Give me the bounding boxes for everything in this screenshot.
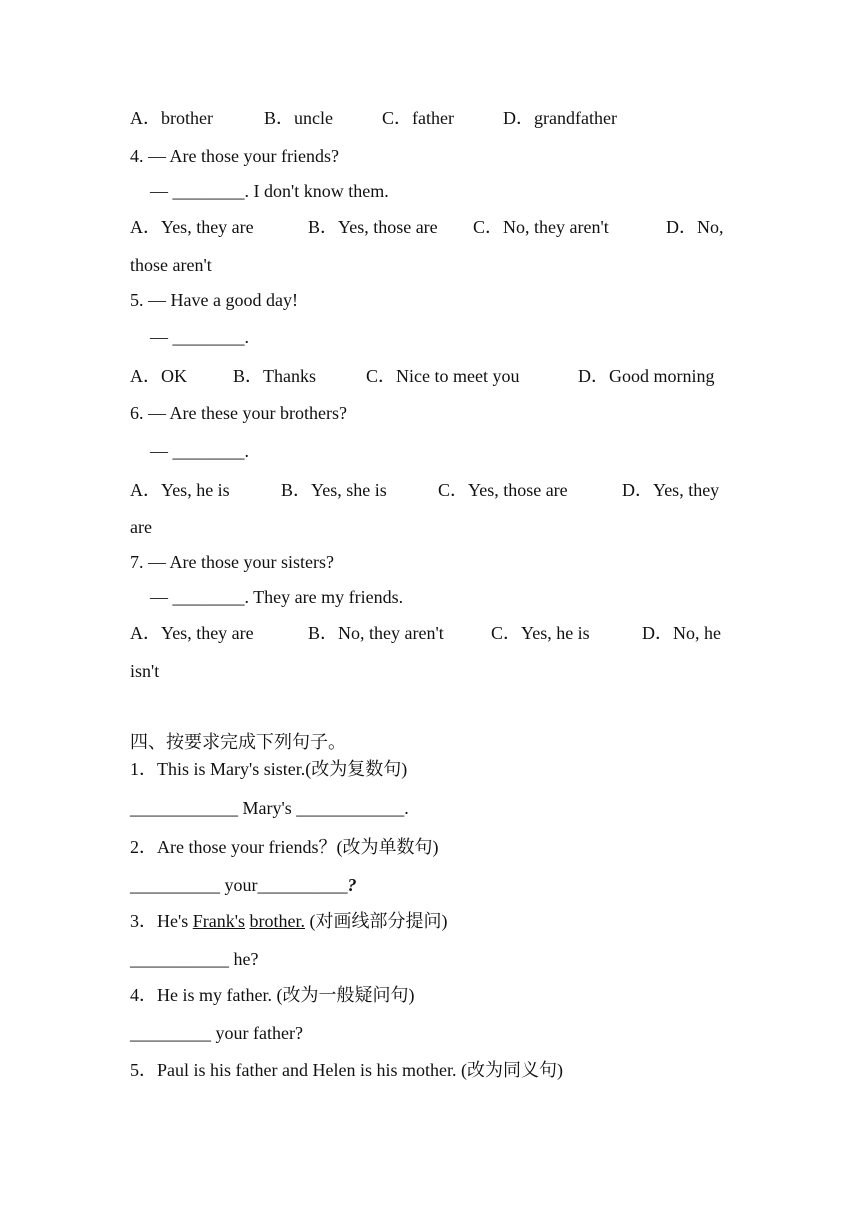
q3-option-b: B．uncle <box>264 108 333 128</box>
q6-option-wrap: are <box>130 517 152 537</box>
q7-question: 7. — Are those your sisters? <box>130 552 334 572</box>
s4-item3-underlined-2: brother. <box>249 911 305 931</box>
s4-item3-blank: ___________ he? <box>130 949 259 969</box>
q7-options <box>130 622 730 644</box>
s4-item3-prompt-pre: 3．He's <box>130 911 193 931</box>
q4-option-a: A．Yes, they are <box>130 217 254 237</box>
q5-question: 5. — Have a good day! <box>130 290 298 310</box>
s4-item4-blank: _________ your father? <box>130 1023 303 1043</box>
s4-item2-question-mark: ? <box>347 875 357 895</box>
q6-option-b: B．Yes, she is <box>281 480 387 500</box>
s4-item3-underlined-1: Frank's <box>192 911 245 931</box>
q7-answer: — ________. They are my friends. <box>150 587 404 607</box>
q5-option-c: C．Nice to meet you <box>366 366 520 386</box>
s4-item2-blank <box>130 874 357 896</box>
q4-answer: — ________. I don't know them. <box>150 181 389 201</box>
q3-option-c: C．father <box>382 108 454 128</box>
s4-item1-prompt: 1．This is Mary's sister.(改为复数句) <box>130 759 408 779</box>
q6-option-a: A．Yes, he is <box>130 480 230 500</box>
q4-option-b: B．Yes, those are <box>308 217 438 237</box>
q4-options <box>130 216 730 238</box>
q4-question: 4. — Are those your friends? <box>130 146 339 166</box>
section4-heading: 四、按要求完成下列句子。 <box>130 732 346 752</box>
s4-item5-prompt: 5．Paul is his father and Helen is his mother. (改为同义句) <box>130 1060 563 1080</box>
s4-item1-blank: ____________ Mary's ____________. <box>130 798 409 818</box>
q5-option-d: D．Good morning <box>578 366 715 386</box>
q5-option-b: B．Thanks <box>233 366 316 386</box>
q6-option-d: D．Yes, they <box>622 480 720 500</box>
q3-option-a: A．brother <box>130 108 213 128</box>
q7-option-c: C．Yes, he is <box>491 623 590 643</box>
q4-option-wrap: those aren't <box>130 255 212 275</box>
q7-option-a: A．Yes, they are <box>130 623 254 643</box>
q7-option-b: B．No, they aren't <box>308 623 444 643</box>
q6-option-c: C．Yes, those are <box>438 480 568 500</box>
q3-option-d: D．grandfather <box>503 108 617 128</box>
s4-item2-blank-text: __________ your__________ <box>130 875 348 895</box>
s4-item2-prompt: 2．Are those your friends？(改为单数句) <box>130 837 439 857</box>
q4-option-d: D．No, <box>666 217 724 237</box>
s4-item3-prompt <box>130 910 448 932</box>
q4-option-c: C．No, they aren't <box>473 217 609 237</box>
q7-option-d: D．No, he <box>642 623 721 643</box>
s4-item4-prompt: 4．He is my father. (改为一般疑问句) <box>130 985 415 1005</box>
q7-option-wrap: isn't <box>130 661 160 681</box>
q5-option-a: A．OK <box>130 366 187 386</box>
q6-options <box>130 479 730 501</box>
q5-answer: — ________. <box>150 327 249 347</box>
q5-options <box>130 365 730 387</box>
q6-answer: — ________. <box>150 441 249 461</box>
q3-options <box>130 107 730 129</box>
s4-item3-prompt-post: (对画线部分提问) <box>305 911 448 931</box>
q6-question: 6. — Are these your brothers? <box>130 403 347 423</box>
